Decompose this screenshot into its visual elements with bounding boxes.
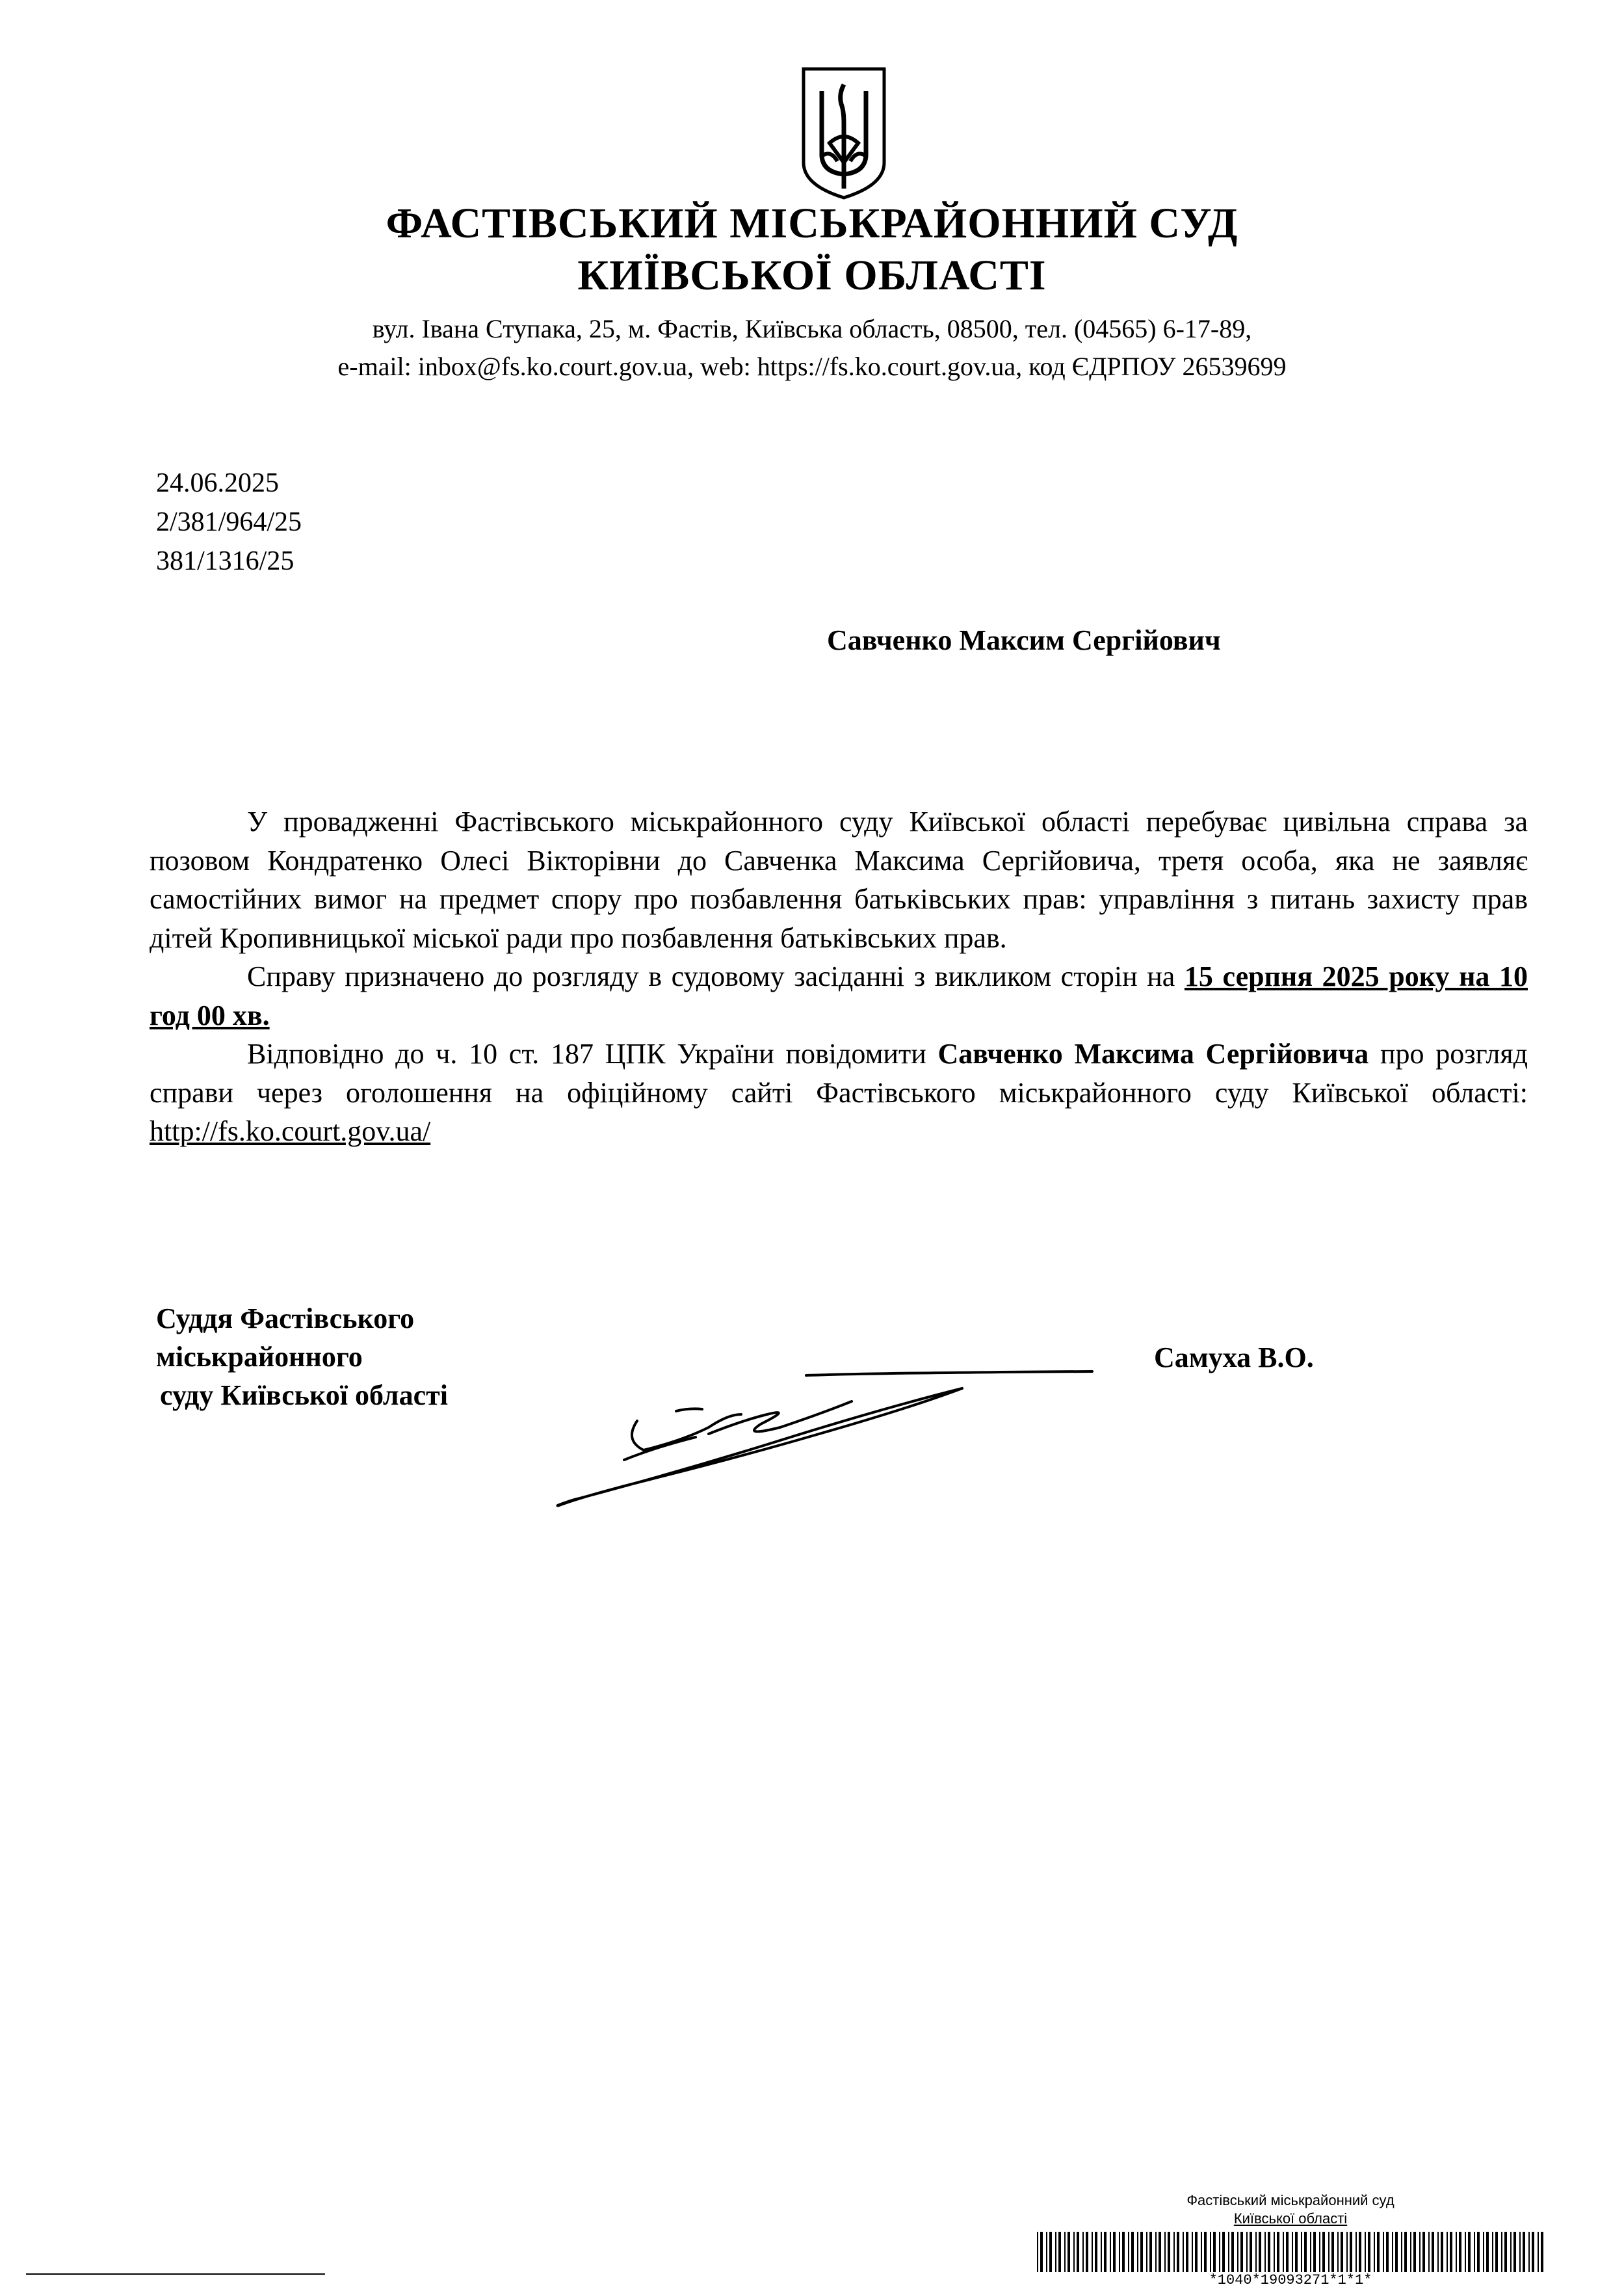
stamp-region: Київської області xyxy=(1233,2210,1348,2227)
case-number: 2/381/964/25 xyxy=(156,507,302,537)
document-date: 24.06.2025 xyxy=(156,468,279,498)
recipient-name: Савченко Максим Сергійович xyxy=(827,624,1221,656)
court-address: вул. Івана Ступака, 25, м. Фастів, Київська область, 08500, тел. (04565) 6-17-89, xyxy=(372,314,1252,343)
outgoing-number: 381/1316/25 xyxy=(156,546,295,576)
court-name-line2: КИЇВСЬКОЇ ОБЛАСТІ xyxy=(577,252,1047,299)
stamp-court-name: Фастівський міськрайонний суд xyxy=(1186,2192,1395,2208)
coat-of-arms-trident-icon xyxy=(798,65,889,202)
judge-title xyxy=(156,1299,448,1414)
judge-title-line3: суду Київської області xyxy=(160,1379,448,1411)
paragraph-hearing xyxy=(150,957,1528,1035)
judge-title-line2: міськрайонного xyxy=(156,1341,363,1373)
paragraph-proceedings: У провадженні Фастівського міськрайонного суду Київської області перебуває цивільна справа за позовом Кондратенко Олесі Вікторівни до Савченка Максима Сергійовича, третя особа, яка не заявляє самостійних вимог на предмет спору про позбавлення батьківських прав: управління з питань захисту прав дітей Кропивницької міської ради про позбавлення батьківських прав. xyxy=(150,806,1528,954)
barcode xyxy=(1037,2232,1544,2272)
handwritten-signature xyxy=(546,1317,1183,1512)
notification-text-post: про розгляд справи через оголошення на офіційному сайті Фастівського міськрайонного суду Київської області: xyxy=(150,1038,1528,1109)
court-website-link[interactable]: http://fs.ko.court.gov.ua/ xyxy=(150,1115,431,1147)
judge-title-line1: Суддя Фастівського xyxy=(156,1303,415,1334)
defendant-name: Савченко Максима Сергійовича xyxy=(937,1038,1369,1070)
court-name-line1: ФАСТІВСЬКИЙ МІСЬКРАЙОННИЙ СУД xyxy=(386,200,1238,247)
court-contacts: e-mail: inbox@fs.ko.court.gov.ua, web: https://fs.ko.court.gov.ua, код ЄДРПОУ 26539699 xyxy=(337,352,1287,381)
barcode-number: *1040*19093271*1*1* xyxy=(1209,2272,1372,2288)
judge-name: Самуха В.О. xyxy=(1154,1342,1314,1373)
hearing-date: 15 серпня 2025 року на 10 год 00 хв. xyxy=(150,960,1528,1031)
notification-text-pre: Відповідно до ч. 10 ст. 187 ЦПК України повідомити xyxy=(247,1038,938,1070)
registry-stamp xyxy=(1024,2191,1557,2289)
paragraph-notification xyxy=(150,1035,1528,1151)
notice-body xyxy=(150,802,1528,1151)
bottom-rule xyxy=(26,2273,325,2275)
hearing-text: Справу призначено до розгляду в судовому засіданні з викликом сторін на xyxy=(247,960,1185,992)
